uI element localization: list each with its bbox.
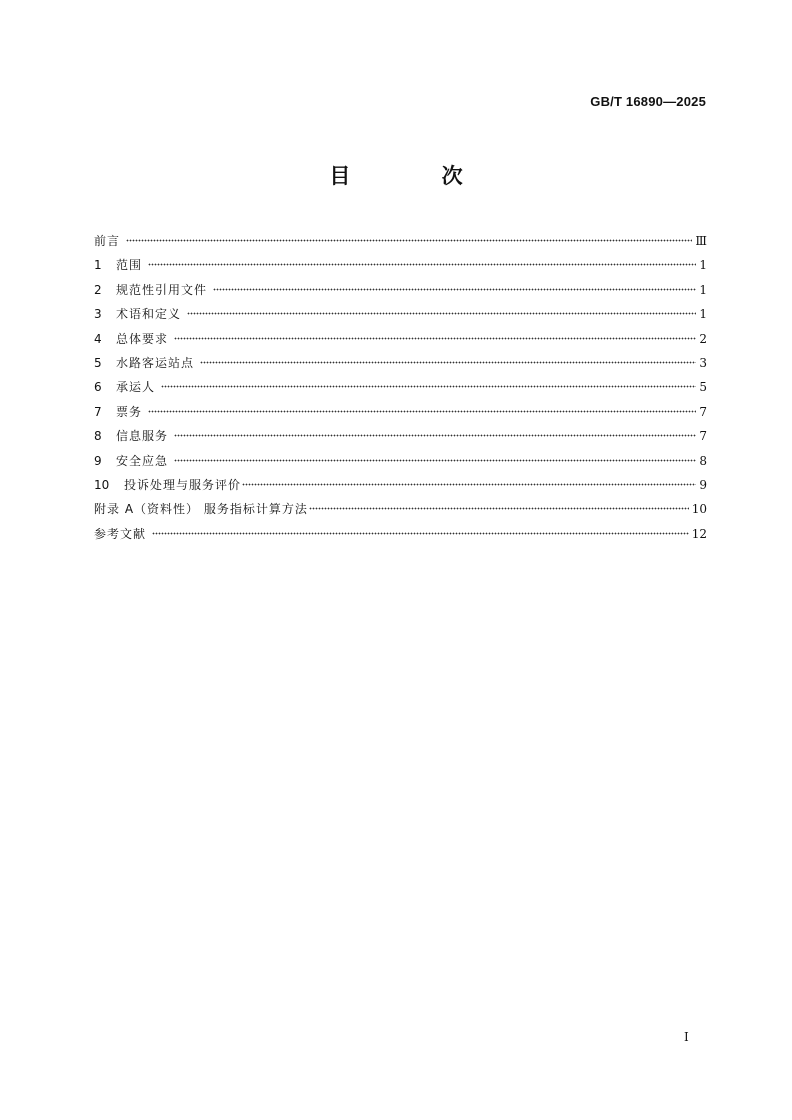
toc-entry-foreword[interactable] [94, 229, 707, 253]
toc-entry-page: 7 [699, 404, 707, 419]
toc-entry-7[interactable] [94, 400, 707, 424]
toc-entry-label: 承运人 [116, 380, 156, 395]
toc-entry-page: 3 [699, 355, 707, 370]
toc-entry-page: Ⅲ [695, 234, 707, 248]
toc-entry-label: 票务 [116, 404, 143, 419]
toc-entry-page: 8 [699, 453, 707, 468]
toc-entry-page: 1 [699, 307, 707, 322]
toc-entry-3[interactable] [94, 302, 707, 326]
toc-entry-2[interactable] [94, 278, 707, 302]
toc-entry-label: 术语和定义 [116, 307, 182, 322]
page-number: I [684, 1030, 689, 1044]
toc-entry-number: 5 [94, 355, 102, 370]
toc-entry-4[interactable] [94, 327, 707, 351]
toc-entry-8[interactable] [94, 424, 707, 448]
toc-entry-label: 前言 [94, 234, 121, 248]
toc-entry-label: 信息服务 [116, 429, 169, 444]
dot-leader [174, 424, 696, 440]
dot-leader [161, 375, 696, 391]
toc-entry-page: 9 [699, 477, 707, 492]
toc-entry-references[interactable] [94, 522, 707, 546]
dot-leader [126, 229, 692, 245]
toc-entry-1[interactable] [94, 253, 707, 277]
dot-leader [309, 497, 689, 513]
dot-leader [148, 253, 696, 269]
toc-entry-label: 范围 [116, 258, 143, 273]
toc-entry-label: 规范性引用文件 [116, 282, 208, 297]
toc-entry-label: 水路客运站点 [116, 355, 195, 370]
toc-entry-number: 8 [94, 429, 102, 444]
dot-leader [200, 351, 696, 367]
toc-entry-page: 1 [699, 258, 707, 273]
toc-entry-number: 1 [94, 258, 102, 273]
standard-number: GB/T 16890—2025 [590, 94, 706, 109]
toc-entry-page: 7 [699, 429, 707, 444]
toc-entry-number: 10 [94, 477, 110, 492]
toc-entry-number: 2 [94, 282, 102, 297]
dot-leader [148, 400, 696, 416]
toc-entry-label: 参考文献 [94, 526, 147, 541]
toc-entry-label: 总体要求 [116, 331, 169, 346]
toc-entry-page: 2 [699, 331, 707, 346]
toc-entry-page: 1 [699, 282, 707, 297]
toc-entry-label: 投诉处理与服务评价 [124, 477, 242, 492]
dot-leader [213, 278, 696, 294]
page-title: 目 次 [329, 164, 505, 188]
toc-entry-page: 5 [699, 380, 707, 395]
dot-leader [174, 449, 696, 465]
table-of-contents [94, 229, 707, 546]
toc-entry-number: 6 [94, 380, 102, 395]
toc-entry-label: 安全应急 [116, 453, 169, 468]
dot-leader [187, 302, 696, 318]
toc-entry-6[interactable] [94, 375, 707, 399]
toc-entry-number: 3 [94, 307, 102, 322]
dot-leader [242, 473, 696, 489]
toc-entry-5[interactable] [94, 351, 707, 375]
dot-leader [174, 327, 696, 343]
toc-entry-10[interactable] [94, 473, 707, 497]
toc-entry-number: 7 [94, 404, 102, 419]
dot-leader [152, 522, 689, 538]
toc-entry-number: 4 [94, 331, 102, 346]
toc-entry-number: 9 [94, 453, 102, 468]
toc-entry-page: 10 [691, 502, 707, 517]
toc-entry-9[interactable] [94, 449, 707, 473]
toc-entry-page: 12 [691, 526, 707, 541]
toc-entry-appendix-a[interactable] [94, 497, 707, 521]
toc-entry-label: 附录 A（资料性） 服务指标计算方法 [94, 502, 308, 517]
